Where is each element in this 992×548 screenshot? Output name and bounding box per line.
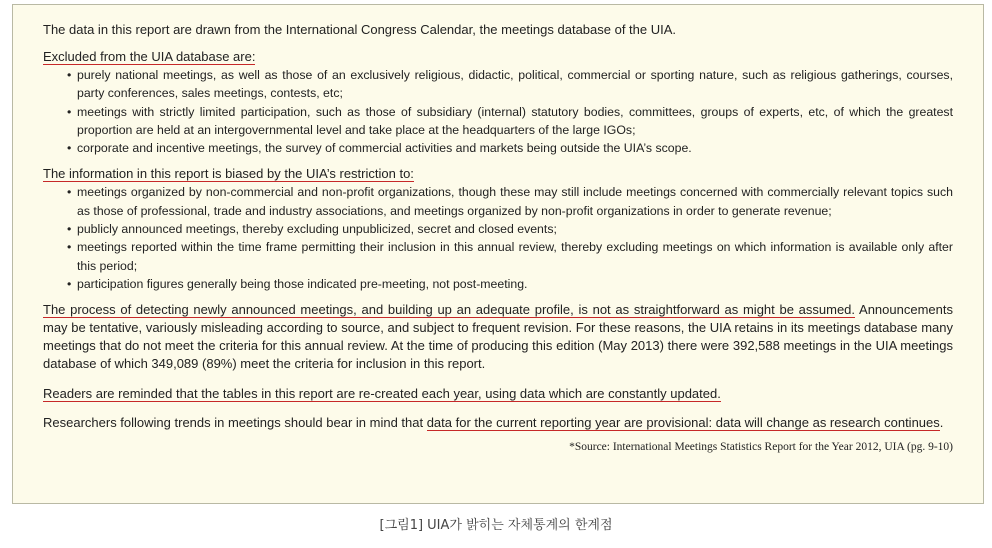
list-item: • meetings reported within the time frame permitting their inclusion in this annual review, thereby excluding meetings on which information is available only after this period;	[67, 238, 953, 275]
list-item: • corporate and incentive meetings, the survey of commercial activities and markets being outside the UIA’s scope.	[67, 139, 953, 157]
list-item: • meetings with strictly limited participation, such as those of subsidiary (internal) statutory bodies, committees, groups of experts, etc, of which the greatest proportion are held at an intergovernmental level and take place at the headquarters of the large IGOs;	[67, 103, 953, 140]
list-item: • purely national meetings, as well as those of an exclusively religious, didactic, political, commercial or sporting nature, such as religious gatherings, courses, party conferences, sales meetings, contests, etc;	[67, 66, 953, 103]
readers-paragraph	[43, 385, 953, 403]
report-text	[43, 21, 953, 456]
researchers-emph: data for the current reporting year are provisional: data will change as research continues	[426, 415, 940, 431]
intro-paragraph: The data in this report are drawn from the International Congress Calendar, the meetings database of the UIA.	[43, 22, 677, 37]
researchers-paragraph	[43, 414, 953, 432]
list-item: • participation figures generally being those indicated pre-meeting, not post-meeting.	[67, 275, 953, 293]
biased-heading	[43, 165, 953, 183]
biased-heading-text: The information in this report is biased by the UIA’s restriction to:	[43, 166, 414, 182]
figure-caption: [그림1] UIA가 밝히는 자체통계의 한계점	[379, 518, 613, 533]
excluded-list	[43, 66, 953, 157]
list-item: • publicly announced meetings, thereby excluding unpublicized, secret and closed events;	[67, 220, 953, 238]
readers-text: Readers are reminded that the tables in this report are re-created each year, using data which are constantly updated.	[43, 386, 721, 402]
excluded-heading	[43, 48, 953, 66]
researchers-tail: .	[939, 415, 944, 431]
biased-list	[43, 183, 953, 293]
list-item: • meetings organized by non-commercial and non-profit organizations, though these may still include meetings concerned with commercially relevant topics such as those of professional, trade and industry associations, and meetings organized by non-profit organizations in order to generate revenue;	[67, 183, 953, 220]
researchers-lead: Researchers following trends in meetings should bear in mind that	[43, 415, 427, 431]
process-rest: Announcements may be tentative, variously misleading according to source, and subject to frequent revision. For these reasons, the UIA retains in its meetings database many meetings that do not meet the criteria for this annual review. At the time of producing this edition (May 2013) there were 392,588 meetings in the UIA meetings database of which 349,089 (89%) meet the criteria for inclusion in this report.	[43, 302, 953, 372]
process-paragraph	[43, 301, 953, 373]
excluded-heading-text: Excluded from the UIA database are:	[43, 49, 256, 64]
report-excerpt-box	[12, 4, 984, 504]
process-lead: The process of detecting newly announced meetings, and building up an adequate profile, is not as straightforward as might be assumed.	[43, 302, 856, 318]
source-citation: *Source: International Meetings Statistics Report for the Year 2012, UIA (pg. 9-10)	[569, 441, 953, 454]
